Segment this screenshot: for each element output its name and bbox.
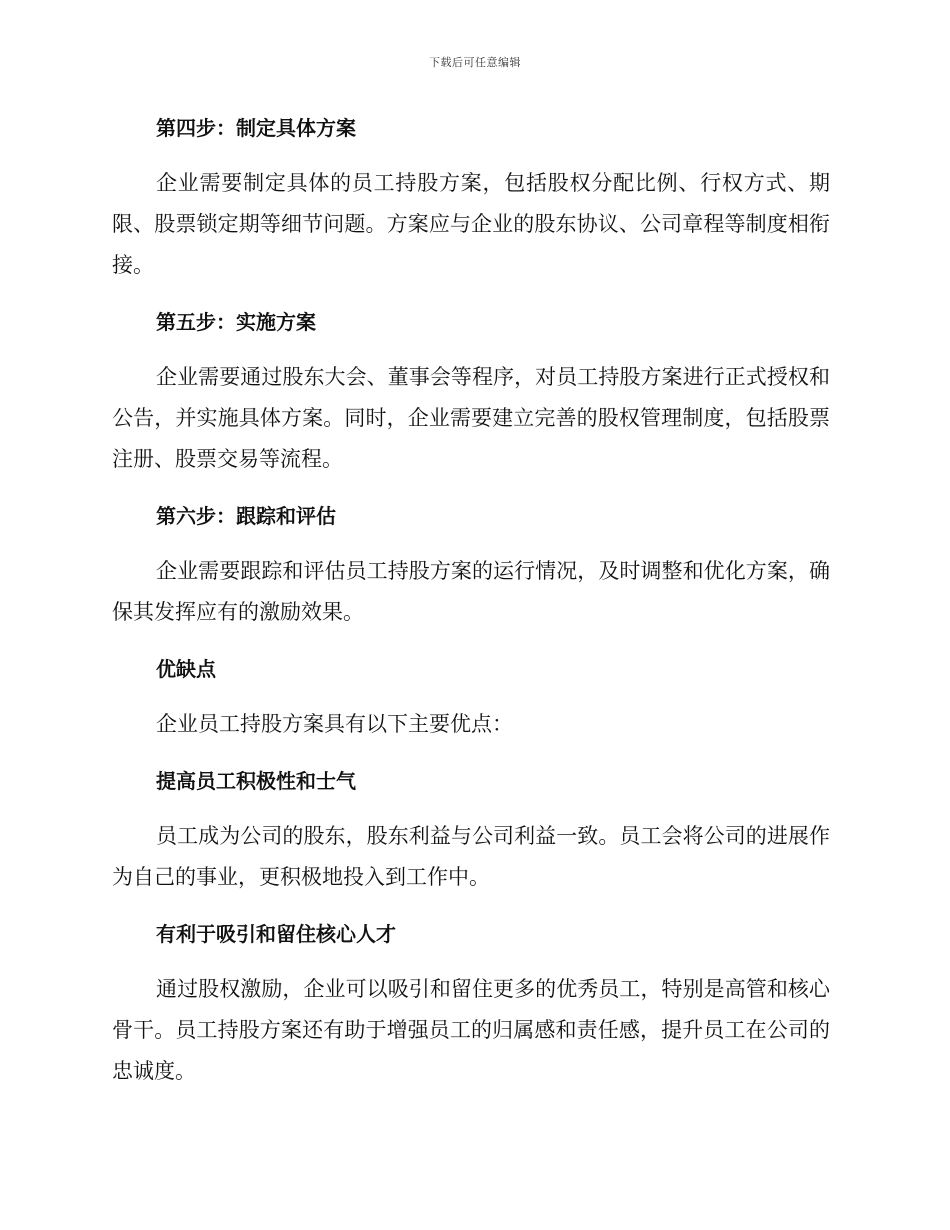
section-heading-step-5: 第五步：实施方案 [156,310,316,334]
section-paragraph-talent: 通过股权激励，企业可以吸引和留住更多的优秀员工，特别是高管和核心骨干。员工持股方案还有助于增强员工的归属感和责任感，提升员工在公司的忠诚度。 [112,977,830,1083]
section-paragraph-pros-intro: 企业员工持股方案具有以下主要优点： [156,712,513,736]
section-paragraph-step-5: 企业需要通过股东大会、董事会等程序，对员工持股方案进行正式授权和公告，并实施具体方案。同时，企业需要建立完善的股权管理制度，包括股票注册、股票交易等流程。 [112,365,830,471]
section-heading-morale: 提高员工积极性和士气 [156,769,356,793]
section-heading-step-6: 第六步：跟踪和评估 [156,504,336,528]
section-heading-step-4: 第四步：制定具体方案 [156,116,356,140]
section-heading-talent: 有利于吸引和留住核心人才 [156,922,396,946]
section-paragraph-step-4: 企业需要制定具体的员工持股方案，包括股权分配比例、行权方式、期限、股票锁定期等细节问题。方案应与企业的股东协议、公司章程等制度相衔接。 [112,171,830,277]
section-paragraph-step-6: 企业需要跟踪和评估员工持股方案的运行情况，及时调整和优化方案，确保其发挥应有的激励效果。 [112,559,830,624]
section-heading-pros-cons: 优缺点 [156,657,216,681]
document-body [112,108,830,1092]
section-paragraph-morale: 员工成为公司的股东，股东利益与公司利益一致。员工会将公司的进展作为自己的事业，更积极地投入到工作中。 [112,824,830,889]
page-header: 下载后可任意编辑 [429,56,521,69]
